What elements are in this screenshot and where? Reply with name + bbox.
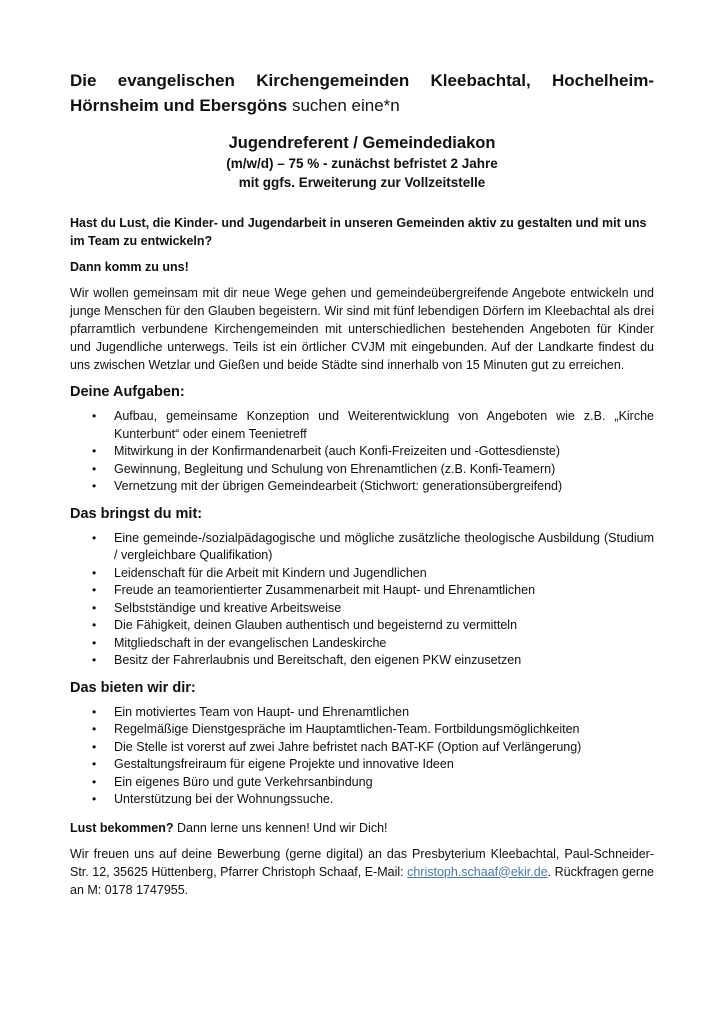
- tasks-list: [70, 408, 654, 496]
- bullet-icon: •: [92, 722, 97, 736]
- bullet-icon: •: [92, 565, 97, 580]
- list-item-text: Unterstützung bei der Wohnungssuche.: [114, 792, 334, 806]
- list-item: [70, 582, 654, 600]
- list-item-text: Freude an teamorientierter Zusammenarbeit mit Haupt- und Ehrenamtlichen: [114, 583, 536, 597]
- bullet-icon: •: [92, 792, 97, 806]
- list-item-text: Eine gemeinde-/sozialpädagogische und mögliche zusätzliche theologische Ausbildung (Studium / vergleichbare Qualifikation): [114, 530, 654, 562]
- tasks-heading: Deine Aufgaben:: [70, 384, 185, 400]
- position-block: [70, 132, 654, 192]
- bullet-icon: •: [92, 461, 97, 476]
- list-item-text: Aufbau, gemeinsame Konzeption und Weiterentwicklung von Angeboten wie z.B. „Kirche Kunterbunt“ oder einem Teenietreff: [114, 409, 654, 441]
- bullet-icon: •: [92, 653, 97, 667]
- list-item-text: Ein motiviertes Team von Haupt- und Ehrenamtlichen: [114, 704, 410, 719]
- bullet-icon: •: [92, 444, 97, 458]
- list-item: [70, 461, 654, 479]
- list-item-text: Mitgliedschaft in der evangelischen Landeskirche: [114, 635, 387, 650]
- contact-phone: . Rückfragen gerne an M: 0178 1747955.: [70, 864, 654, 897]
- position-terms: (m/w/d) – 75 % - zunächst befristet 2 Jahre: [226, 156, 498, 171]
- list-item: [70, 652, 654, 670]
- list-item: [70, 721, 654, 739]
- list-item-text: Die Fähigkeit, deinen Glauben authentisch und begeisternd zu vermitteln: [114, 618, 518, 632]
- requirements-heading: Das bringst du mit:: [70, 505, 203, 522]
- requirements-list: [70, 530, 654, 670]
- list-item: [70, 565, 654, 583]
- list-item: [70, 408, 654, 443]
- intro-seeking: suchen eine*n: [287, 96, 400, 115]
- list-item: [70, 443, 654, 461]
- bullet-icon: •: [92, 774, 97, 789]
- bullet-icon: •: [92, 583, 97, 597]
- list-item-text: Ein eigenes Büro und gute Verkehrsanbindung: [114, 774, 373, 789]
- list-item-text: Gewinnung, Begleitung und Schulung von Ehrenamtlichen (z.B. Konfi-Teamern): [114, 461, 556, 476]
- list-item: [70, 739, 654, 757]
- list-item: [70, 704, 654, 722]
- list-item-text: Selbstständige und kreative Arbeitsweise: [114, 600, 342, 615]
- contact-paragraph: [70, 845, 654, 899]
- bullet-icon: •: [92, 530, 97, 545]
- list-item-text: Regelmäßige Dienstgespräche im Hauptamtlichen-Team. Fortbildungsmöglichkeiten: [114, 722, 580, 736]
- bullet-icon: •: [92, 757, 97, 771]
- question-text: Hast du Lust, die Kinder- und Jugendarbeit in unseren Gemeinden aktiv zu gestalten und mit uns im Team zu entwickeln?: [70, 216, 647, 248]
- list-item-text: Die Stelle ist vorerst auf zwei Jahre befristet nach BAT-KF (Option auf Verlängerung): [114, 739, 582, 754]
- contact-address: Wir freuen uns auf deine Bewerbung (gerne digital) an das Presbyterium Kleebachtal, Paul-Schneider-Str. 12, 35625 Hüttenberg, Pfarrer Christoph Schaaf, E-Mail:: [70, 846, 654, 879]
- list-item: [70, 600, 654, 618]
- bullet-icon: •: [92, 704, 97, 719]
- list-item: [70, 756, 654, 774]
- position-extension: mit ggfs. Erweiterung zur Vollzeitstelle: [238, 175, 486, 190]
- list-item-text: Leidenschaft für die Arbeit mit Kindern und Jugendlichen: [114, 565, 427, 580]
- description-paragraph: Wir wollen gemeinsam mit dir neue Wege gehen und gemeindeübergreifende Angebote entwickeln und junge Menschen für den Glauben begeistern. Wir sind mit fünf lebendigen Dörfern im Kleebachtal als drei pfarramtlich verbundene Kirchengemeinden mit unterschiedlichen bestehenden Angeboten für Kinder und Jugendliche unterwegs. Teils ist ein örtlicher CVJM mit eingebunden. Auf der Landkarte findest du uns zwischen Wetzlar und Gießen und beide Städte sind innerhalb von 15 Minuten gut zu erreichen.: [70, 286, 654, 372]
- list-item: [70, 774, 654, 792]
- offers-heading: Das bieten wir dir:: [70, 679, 196, 696]
- bullet-icon: •: [92, 635, 97, 650]
- bullet-icon: •: [92, 739, 97, 754]
- call-to-action: Dann komm zu uns!: [70, 260, 189, 274]
- bullet-icon: •: [92, 479, 97, 493]
- offers-list: [70, 704, 654, 809]
- list-item: [70, 635, 654, 653]
- intro-parishes: Die evangelischen Kirchengemeinden Kleebachtal, Hochelheim-Hörnsheim und Ebersgöns: [70, 71, 654, 115]
- bullet-icon: •: [92, 600, 97, 615]
- list-item-text: Gestaltungsfreiraum für eigene Projekte und innovative Ideen: [114, 757, 454, 771]
- intro-heading: [70, 68, 654, 118]
- list-item: [70, 617, 654, 635]
- closing-line: [70, 819, 654, 837]
- list-item: [70, 791, 654, 809]
- email-link[interactable]: christoph.schaaf@ekir.de: [407, 864, 548, 879]
- list-item: [70, 478, 654, 496]
- closing-bold: Lust bekommen?: [70, 820, 174, 835]
- bullet-icon: •: [92, 409, 97, 423]
- list-item: [70, 530, 654, 565]
- list-item-text: Besitz der Fahrerlaubnis und Bereitschaft, den eigenen PKW einzusetzen: [114, 653, 522, 667]
- list-item-text: Mitwirkung in der Konfirmandenarbeit (auch Konfi-Freizeiten und -Gottesdienste): [114, 444, 561, 458]
- position-title: Jugendreferent / Gemeindediakon: [228, 134, 496, 152]
- closing-rest: Dann lerne uns kennen! Und wir Dich!: [173, 820, 388, 835]
- list-item-text: Vernetzung mit der übrigen Gemeindearbeit (Stichwort: generationsübergreifend): [114, 479, 563, 493]
- bullet-icon: •: [92, 618, 97, 632]
